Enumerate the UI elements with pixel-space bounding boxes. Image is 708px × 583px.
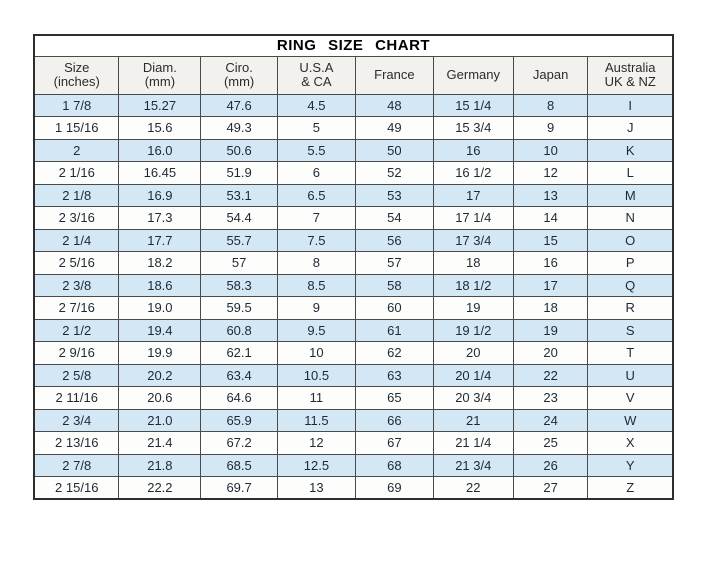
table-cell: 23 bbox=[513, 387, 588, 410]
column-header-line2: (mm) bbox=[144, 74, 176, 89]
table-cell: 58 bbox=[355, 274, 433, 297]
table-cell: O bbox=[588, 229, 673, 252]
table-cell: Q bbox=[588, 274, 673, 297]
table-cell: 18 1/2 bbox=[433, 274, 513, 297]
table-cell: U bbox=[588, 364, 673, 387]
column-header-line1: Germany bbox=[446, 66, 501, 82]
table-cell: 62.1 bbox=[201, 342, 278, 365]
table-cell: 5 bbox=[277, 117, 355, 140]
table-row bbox=[34, 432, 673, 455]
table-cell: 18.6 bbox=[119, 274, 201, 297]
table-cell: 21.8 bbox=[119, 454, 201, 477]
table-cell: 20.2 bbox=[119, 364, 201, 387]
table-cell: 62 bbox=[355, 342, 433, 365]
table-cell: 68.5 bbox=[201, 454, 278, 477]
table-cell: 20 bbox=[433, 342, 513, 365]
table-row bbox=[34, 184, 673, 207]
column-header-line1: France bbox=[374, 66, 415, 82]
column-header-circumference-mm bbox=[201, 56, 278, 94]
table-cell: 48 bbox=[355, 94, 433, 117]
table-cell: 57 bbox=[201, 252, 278, 275]
table-cell: M bbox=[588, 184, 673, 207]
column-header-line2: UK & NZ bbox=[604, 74, 656, 89]
table-cell: 58.3 bbox=[201, 274, 278, 297]
table-cell: 2 1/8 bbox=[34, 184, 119, 207]
table-cell: 56 bbox=[355, 229, 433, 252]
table-cell: X bbox=[588, 432, 673, 455]
table-cell: 17 1/4 bbox=[433, 207, 513, 230]
table-cell: 2 7/8 bbox=[34, 454, 119, 477]
table-row bbox=[34, 139, 673, 162]
table-cell: 2 5/16 bbox=[34, 252, 119, 275]
table-cell: 10 bbox=[277, 342, 355, 365]
table-row bbox=[34, 94, 673, 117]
table-cell: 2 13/16 bbox=[34, 432, 119, 455]
table-cell: 22 bbox=[513, 364, 588, 387]
table-cell: 15 1/4 bbox=[433, 94, 513, 117]
table-cell: 68 bbox=[355, 454, 433, 477]
table-cell: Y bbox=[588, 454, 673, 477]
column-header-germany bbox=[433, 56, 513, 94]
table-cell: 12.5 bbox=[277, 454, 355, 477]
table-cell: 2 1/4 bbox=[34, 229, 119, 252]
table-cell: 20 1/4 bbox=[433, 364, 513, 387]
table-row bbox=[34, 274, 673, 297]
table-row bbox=[34, 342, 673, 365]
table-row bbox=[34, 162, 673, 185]
table-cell: 1 7/8 bbox=[34, 94, 119, 117]
table-title: RING SIZE CHART bbox=[34, 35, 673, 56]
table-cell: 2 11/16 bbox=[34, 387, 119, 410]
table-cell: 13 bbox=[277, 477, 355, 500]
table-cell: 19.4 bbox=[119, 319, 201, 342]
table-cell: 13 bbox=[513, 184, 588, 207]
table-row bbox=[34, 117, 673, 140]
table-cell: 54.4 bbox=[201, 207, 278, 230]
table-cell: 65.9 bbox=[201, 409, 278, 432]
table-cell: 61 bbox=[355, 319, 433, 342]
column-header-line1: U.S.A bbox=[299, 59, 334, 75]
table-cell: 15.27 bbox=[119, 94, 201, 117]
table-cell: Z bbox=[588, 477, 673, 500]
table-title-row bbox=[34, 35, 673, 56]
column-header-france bbox=[355, 56, 433, 94]
table-cell: 15.6 bbox=[119, 117, 201, 140]
table-cell: 66 bbox=[355, 409, 433, 432]
table-header-row bbox=[34, 56, 673, 94]
table-row bbox=[34, 364, 673, 387]
table-cell: 7.5 bbox=[277, 229, 355, 252]
table-cell: 19.0 bbox=[119, 297, 201, 320]
table-row bbox=[34, 409, 673, 432]
table-cell: 51.9 bbox=[201, 162, 278, 185]
table-cell: 7 bbox=[277, 207, 355, 230]
table-cell: 17 3/4 bbox=[433, 229, 513, 252]
table-cell: 20 3/4 bbox=[433, 387, 513, 410]
table-cell: 9.5 bbox=[277, 319, 355, 342]
table-cell: L bbox=[588, 162, 673, 185]
column-header-size-inches bbox=[34, 56, 119, 94]
column-header-usa-ca bbox=[277, 56, 355, 94]
table-cell: 57 bbox=[355, 252, 433, 275]
table-cell: 21 bbox=[433, 409, 513, 432]
table-cell: 26 bbox=[513, 454, 588, 477]
table-cell: 21.4 bbox=[119, 432, 201, 455]
table-cell: 2 7/16 bbox=[34, 297, 119, 320]
table-cell: 9 bbox=[513, 117, 588, 140]
table-cell: 8.5 bbox=[277, 274, 355, 297]
table-cell: S bbox=[588, 319, 673, 342]
table-cell: 17 bbox=[513, 274, 588, 297]
table-cell: 60.8 bbox=[201, 319, 278, 342]
table-cell: 18.2 bbox=[119, 252, 201, 275]
table-cell: V bbox=[588, 387, 673, 410]
column-header-line2: & CA bbox=[301, 74, 332, 89]
column-header-line2: (mm) bbox=[223, 74, 255, 89]
table-cell: 18 bbox=[513, 297, 588, 320]
table-cell: 2 9/16 bbox=[34, 342, 119, 365]
table-cell: 6.5 bbox=[277, 184, 355, 207]
table-cell: 19.9 bbox=[119, 342, 201, 365]
table-cell: 67.2 bbox=[201, 432, 278, 455]
table-cell: 21 3/4 bbox=[433, 454, 513, 477]
table-cell: 2 3/16 bbox=[34, 207, 119, 230]
table-cell: T bbox=[588, 342, 673, 365]
table-cell: 2 bbox=[34, 139, 119, 162]
table-cell: 20.6 bbox=[119, 387, 201, 410]
table-cell: 16 1/2 bbox=[433, 162, 513, 185]
table-cell: I bbox=[588, 94, 673, 117]
table-cell: 49.3 bbox=[201, 117, 278, 140]
table-cell: 24 bbox=[513, 409, 588, 432]
table-cell: 60 bbox=[355, 297, 433, 320]
table-row bbox=[34, 229, 673, 252]
table-cell: 5.5 bbox=[277, 139, 355, 162]
table-cell: W bbox=[588, 409, 673, 432]
table-cell: 47.6 bbox=[201, 94, 278, 117]
table-cell: J bbox=[588, 117, 673, 140]
table-row bbox=[34, 387, 673, 410]
table-cell: R bbox=[588, 297, 673, 320]
column-header-line1: Ciro. bbox=[225, 59, 253, 75]
table-cell: 12 bbox=[513, 162, 588, 185]
table-cell: 63.4 bbox=[201, 364, 278, 387]
table-cell: 20 bbox=[513, 342, 588, 365]
table-cell: 27 bbox=[513, 477, 588, 500]
table-cell: 22 bbox=[433, 477, 513, 500]
table-cell: 63 bbox=[355, 364, 433, 387]
column-header-line1: Japan bbox=[532, 66, 569, 82]
column-header-line1: Australia bbox=[604, 59, 656, 75]
table-cell: 67 bbox=[355, 432, 433, 455]
table-cell: 64.6 bbox=[201, 387, 278, 410]
table-cell: 2 3/8 bbox=[34, 274, 119, 297]
table-cell: 69.7 bbox=[201, 477, 278, 500]
table-cell: 16.0 bbox=[119, 139, 201, 162]
column-header-line1: Diam. bbox=[142, 59, 177, 75]
table-cell: 18 bbox=[433, 252, 513, 275]
table-cell: 19 bbox=[513, 319, 588, 342]
table-cell: P bbox=[588, 252, 673, 275]
table-cell: 1 15/16 bbox=[34, 117, 119, 140]
column-header-japan bbox=[513, 56, 588, 94]
column-header-australia-uk-nz bbox=[588, 56, 673, 94]
table-cell: 22.2 bbox=[119, 477, 201, 500]
ring-size-chart-table bbox=[33, 34, 674, 500]
table-cell: 49 bbox=[355, 117, 433, 140]
page bbox=[0, 34, 708, 583]
table-cell: 16.9 bbox=[119, 184, 201, 207]
table-cell: 10.5 bbox=[277, 364, 355, 387]
table-cell: 54 bbox=[355, 207, 433, 230]
table-cell: K bbox=[588, 139, 673, 162]
table-cell: 16 bbox=[513, 252, 588, 275]
table-cell: 17 bbox=[433, 184, 513, 207]
table-cell: 10 bbox=[513, 139, 588, 162]
table-cell: 16.45 bbox=[119, 162, 201, 185]
table-row bbox=[34, 207, 673, 230]
table-cell: 8 bbox=[513, 94, 588, 117]
table-cell: 19 bbox=[433, 297, 513, 320]
table-cell: N bbox=[588, 207, 673, 230]
table-row bbox=[34, 454, 673, 477]
table-cell: 17.3 bbox=[119, 207, 201, 230]
table-cell: 2 1/2 bbox=[34, 319, 119, 342]
table-cell: 9 bbox=[277, 297, 355, 320]
table-cell: 11 bbox=[277, 387, 355, 410]
table-cell: 69 bbox=[355, 477, 433, 500]
table-cell: 16 bbox=[433, 139, 513, 162]
table-cell: 14 bbox=[513, 207, 588, 230]
table-cell: 15 3/4 bbox=[433, 117, 513, 140]
table-cell: 17.7 bbox=[119, 229, 201, 252]
table-cell: 15 bbox=[513, 229, 588, 252]
table-row bbox=[34, 297, 673, 320]
column-header-diameter-mm bbox=[119, 56, 201, 94]
table-cell: 2 5/8 bbox=[34, 364, 119, 387]
column-header-line1: Size bbox=[64, 59, 90, 75]
table-cell: 21.0 bbox=[119, 409, 201, 432]
table-cell: 50.6 bbox=[201, 139, 278, 162]
table-row bbox=[34, 319, 673, 342]
table-cell: 25 bbox=[513, 432, 588, 455]
table-cell: 53 bbox=[355, 184, 433, 207]
table-cell: 2 3/4 bbox=[34, 409, 119, 432]
table-row bbox=[34, 252, 673, 275]
table-cell: 12 bbox=[277, 432, 355, 455]
table-cell: 19 1/2 bbox=[433, 319, 513, 342]
table-cell: 50 bbox=[355, 139, 433, 162]
table-body bbox=[34, 94, 673, 499]
table-cell: 4.5 bbox=[277, 94, 355, 117]
table-row bbox=[34, 477, 673, 500]
table-cell: 11.5 bbox=[277, 409, 355, 432]
table-cell: 53.1 bbox=[201, 184, 278, 207]
table-cell: 55.7 bbox=[201, 229, 278, 252]
table-cell: 8 bbox=[277, 252, 355, 275]
table-cell: 6 bbox=[277, 162, 355, 185]
column-header-line2: (inches) bbox=[53, 74, 100, 89]
table-cell: 2 15/16 bbox=[34, 477, 119, 500]
table-cell: 59.5 bbox=[201, 297, 278, 320]
table-cell: 65 bbox=[355, 387, 433, 410]
table-cell: 2 1/16 bbox=[34, 162, 119, 185]
table-cell: 21 1/4 bbox=[433, 432, 513, 455]
table-head bbox=[34, 35, 673, 94]
table-cell: 52 bbox=[355, 162, 433, 185]
